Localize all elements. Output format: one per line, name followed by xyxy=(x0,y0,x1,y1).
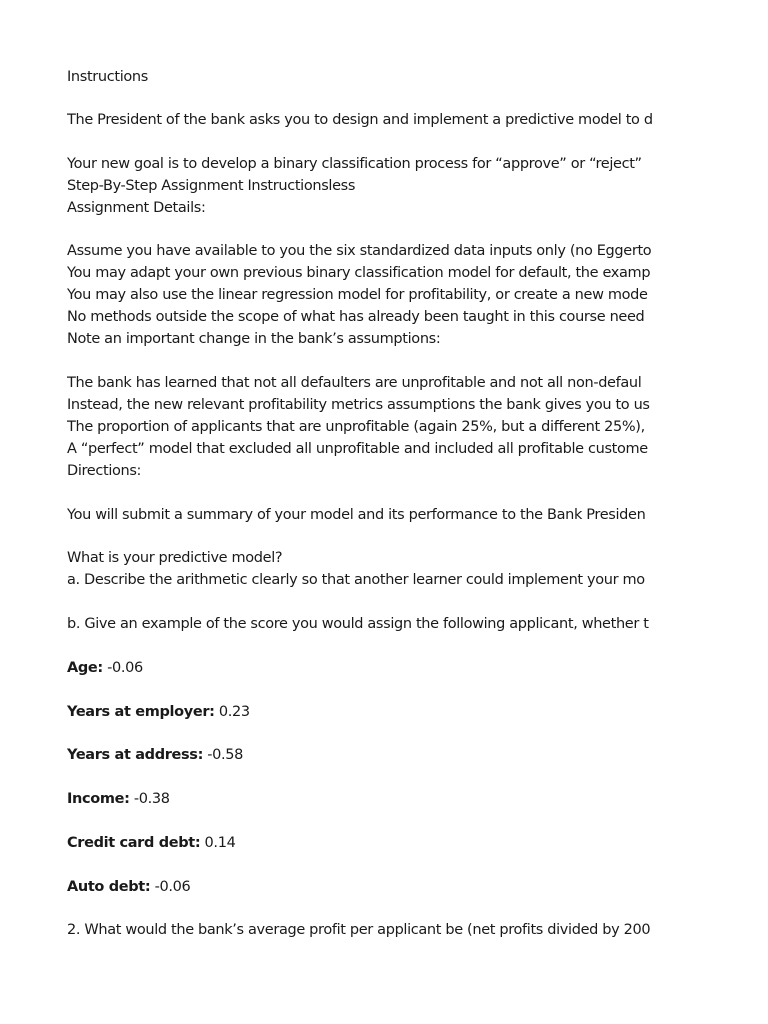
goal-paragraph: Your new goal is to develop a binary classification process for “approve” or “reject” xyxy=(67,156,642,172)
age-value: -0.06 xyxy=(102,660,143,676)
adapt-paragraph: You may adapt your own previous binary classification model for default, the examp xyxy=(67,265,651,281)
age-label: Age: xyxy=(67,660,103,676)
years-at-address-label: Years at address: xyxy=(67,747,204,763)
applicant-credit-card-debt xyxy=(67,833,235,853)
applicant-income xyxy=(67,789,170,809)
applicant-auto-debt xyxy=(67,877,190,897)
item-a: a. Describe the arithmetic clearly so that another learner could implement your mo xyxy=(67,572,645,588)
item-b: b. Give an example of the score you would assign the following applicant, whether t xyxy=(67,616,649,632)
assumption-change-note: Note an important change in the bank’s assumptions: xyxy=(67,331,441,347)
income-value: -0.38 xyxy=(129,791,170,807)
applicant-years-at-address xyxy=(67,745,243,765)
auto-debt-label: Auto debt: xyxy=(67,879,151,895)
years-at-address-value: -0.58 xyxy=(203,747,244,763)
step-by-step-line: Step-By-Step Assignment Instructionsless xyxy=(67,178,356,194)
perfect-model-paragraph: A “perfect” model that excluded all unprofitable and included all profitable custome xyxy=(67,441,648,457)
submit-paragraph: You will submit a summary of your model and its performance to the Bank Presiden xyxy=(67,507,646,523)
linear-regression-paragraph: You may also use the linear regression model for profitability, or create a new mode xyxy=(67,287,648,303)
auto-debt-value: -0.06 xyxy=(150,879,191,895)
intro-paragraph: The President of the bank asks you to design and implement a predictive model to d xyxy=(67,112,653,128)
profitability-metrics-paragraph: Instead, the new relevant profitability metrics assumptions the bank gives you to us xyxy=(67,397,650,413)
applicant-years-at-employer xyxy=(67,702,250,722)
applicant-age xyxy=(67,658,143,678)
years-at-employer-value: 0.23 xyxy=(214,704,250,720)
years-at-employer-label: Years at employer: xyxy=(67,704,215,720)
question-2: 2. What would the bank’s average profit per applicant be (net profits divided by 200 xyxy=(67,922,651,938)
assignment-details-heading: Assignment Details: xyxy=(67,200,206,216)
credit-card-debt-label: Credit card debt: xyxy=(67,835,201,851)
directions-heading: Directions: xyxy=(67,463,142,479)
income-label: Income: xyxy=(67,791,130,807)
document-heading: Instructions xyxy=(67,69,148,85)
credit-card-debt-value: 0.14 xyxy=(200,835,236,851)
predictive-model-question: What is your predictive model? xyxy=(67,550,283,566)
assume-paragraph: Assume you have available to you the six standardized data inputs only (no Eggerto xyxy=(67,243,652,259)
document-body xyxy=(67,65,674,965)
unprofitable-proportion-paragraph: The proportion of applicants that are unprofitable (again 25%, but a different 25%), xyxy=(67,419,645,435)
no-methods-paragraph: No methods outside the scope of what has already been taught in this course need xyxy=(67,309,645,325)
bank-learned-paragraph: The bank has learned that not all defaulters are unprofitable and not all non-defaul xyxy=(67,375,642,391)
